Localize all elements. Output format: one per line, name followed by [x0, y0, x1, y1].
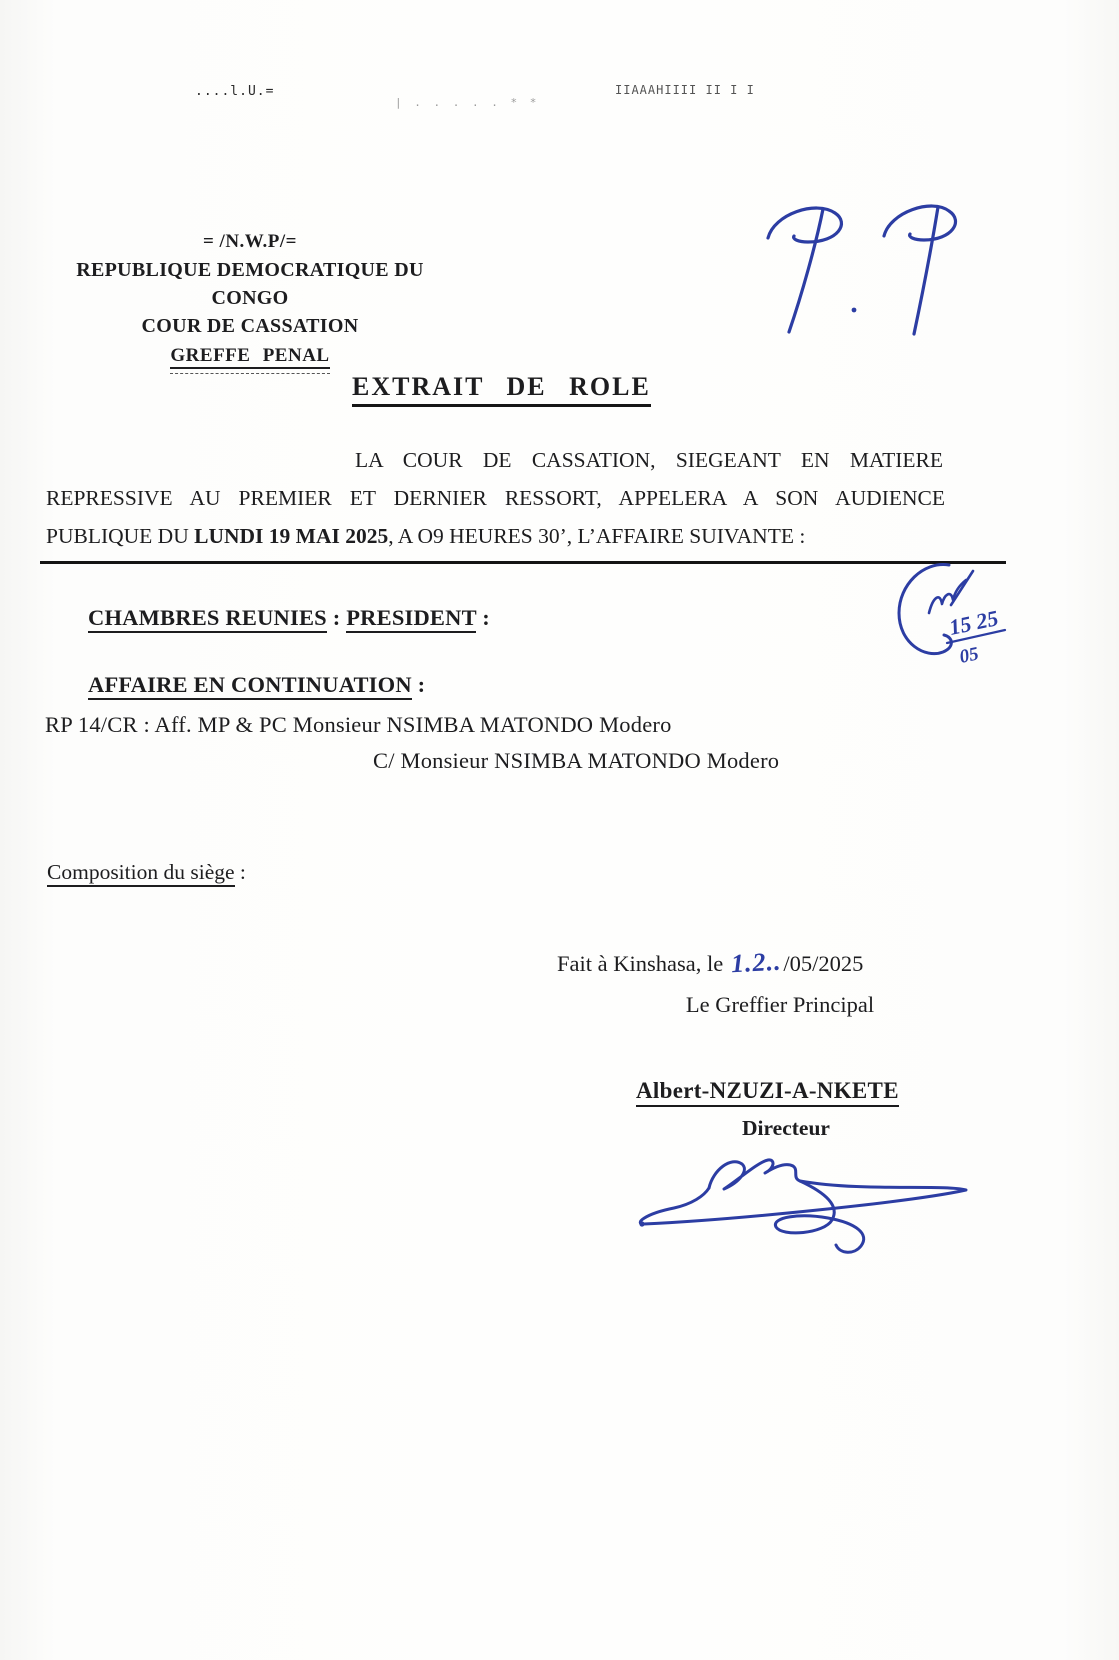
signatory-name-wrap — [636, 1078, 899, 1104]
composition-heading — [47, 860, 246, 885]
scan-artifact-middle: | . . . . . * * — [395, 96, 540, 109]
fait-suffix: /05/2025 — [783, 951, 864, 976]
letterhead-reference: = /N.W.P/= — [202, 231, 298, 252]
handwritten-day: 1.2.. — [730, 946, 783, 979]
chambres-separator: : — [326, 605, 347, 630]
scan-artifact-left: ....l.U.= — [195, 84, 275, 99]
case-reference-line: RP 14/CR : Aff. MP & PC Monsieur NSIMBA MATONDO Modero — [45, 712, 672, 737]
greffier-title: Le Greffier Principal — [685, 992, 875, 1017]
line3-prefix: PUBLIQUE DU — [46, 524, 195, 548]
handwritten-pp-annotation — [742, 192, 977, 344]
scan-artifact-right: IIAAAHIIII II I I — [615, 83, 755, 97]
affaire-colon: : — [411, 672, 426, 697]
composition-colon: : — [234, 860, 246, 884]
composition-label: Composition du siège — [47, 860, 235, 887]
case-versus-line: C/ Monsieur NSIMBA MATONDO Modero — [373, 748, 780, 773]
paragraph-underline-rule — [40, 561, 1006, 564]
letterhead-country: REPUBLIQUE DEMOCRATIQUE DU CONGO — [76, 259, 424, 309]
handwritten-signature — [612, 1140, 992, 1270]
body-paragraph-line3 — [46, 518, 805, 554]
letterhead-court: COUR DE CASSATION — [141, 315, 359, 337]
president-label: PRESIDENT — [346, 605, 476, 633]
line3-hearing-date: LUNDI 19 MAI 2025 — [194, 524, 389, 548]
place-date-line — [557, 948, 863, 978]
handwritten-paraph-stamp — [885, 553, 1030, 678]
affaire-heading — [88, 672, 425, 698]
chambres-reunies-heading — [88, 605, 490, 631]
letterhead-office: GREFFE PENAL — [170, 342, 329, 374]
affaire-label: AFFAIRE EN CONTINUATION — [88, 672, 412, 700]
paraph-numerator: 15 25 — [946, 605, 1001, 640]
chambres-label: CHAMBRES REUNIES — [88, 605, 327, 633]
signatory-name: Albert-NZUZI-A-NKETE — [636, 1078, 899, 1107]
letterhead — [40, 228, 460, 374]
line3-suffix: , A O9 HEURES 30’, L’AFFAIRE SUIVANTE : — [388, 524, 806, 548]
president-colon: : — [476, 605, 490, 630]
paraph-denominator: 05 — [957, 643, 981, 668]
signatory-role: Directeur — [742, 1116, 830, 1140]
document-title: EXTRAIT DE ROLE — [352, 372, 651, 407]
body-paragraph-line1: LA COUR DE CASSATION, SIEGEANT EN MATIERE — [355, 448, 943, 472]
fait-prefix: Fait à Kinshasa, le — [557, 951, 729, 976]
body-paragraph-line2: REPRESSIVE AU PREMIER ET DERNIER RESSORT, APPELERA A SON AUDIENCE — [46, 486, 945, 510]
